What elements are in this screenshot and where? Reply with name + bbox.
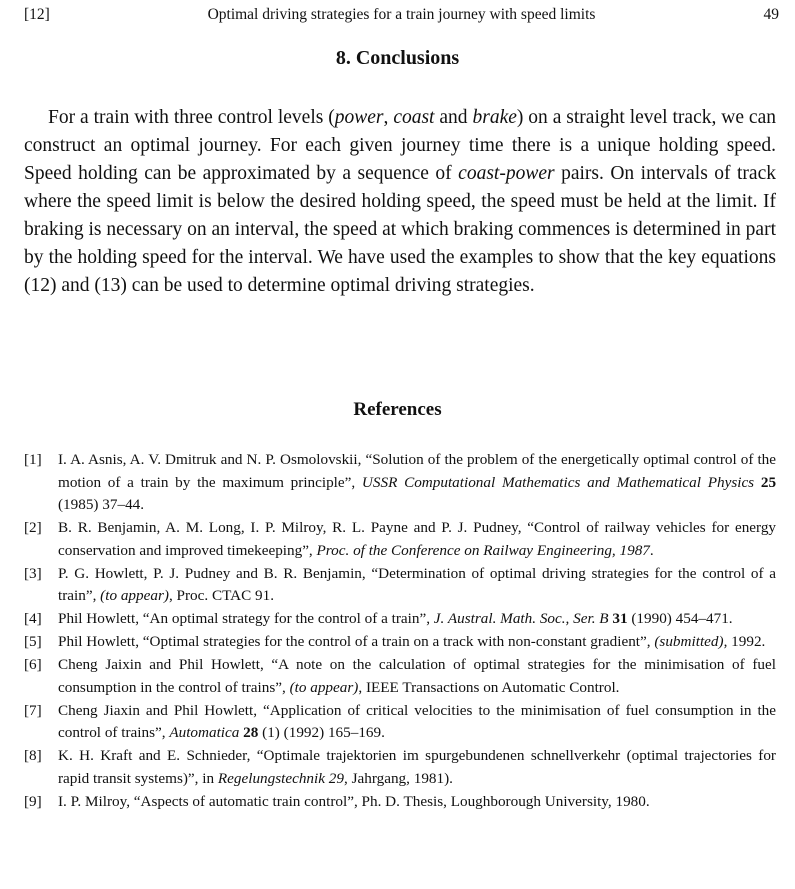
conclusion-text: For a train with three control levels (: [48, 107, 335, 128]
reference-item: [24, 517, 776, 562]
reference-number: [1]: [24, 451, 42, 468]
reference-italic: (submitted): [654, 633, 724, 650]
reference-text: (1) (1992) 165–169.: [258, 724, 385, 741]
reference-volume: 28: [243, 724, 259, 741]
reference-item: [24, 563, 776, 608]
page-number: 49: [763, 6, 779, 23]
reference-text: K. H. Kraft and E. Schnieder, “Optimale trajektorien im spurgebundenen schnellverkehr (optimal trajectories for rapid transit systems)”, in: [58, 747, 776, 787]
conclusion-italic: brake: [472, 107, 517, 128]
section-title: 8. Conclusions: [335, 47, 460, 69]
reference-text: Phil Howlett, “Optimal strategies for the control of a train on a track with non-constant gradient”,: [58, 633, 655, 650]
reference-number: [2]: [24, 519, 42, 536]
running-header: [24, 4, 779, 26]
header-reference-number: [12]: [24, 6, 50, 23]
reference-text: (1985) 37–44.: [58, 496, 145, 513]
conclusion-text: ) on a straight level track, we can construct an optimal journey. For each given journey time there is a unique holding speed. Speed holding can be approximated by a sequence of: [24, 107, 776, 184]
reference-text: P. G. Howlett, P. J. Pudney and B. R. Benjamin, “Determination of optimal driving strategies for the control of a train”,: [58, 564, 776, 604]
conclusion-text: ,: [383, 107, 394, 128]
references-heading: References: [353, 399, 442, 420]
reference-italic: Regelungstechnik 29: [217, 769, 344, 787]
reference-number: [7]: [24, 701, 42, 719]
reference-volume: 25: [760, 473, 777, 491]
reference-text: I. P. Milroy, “Aspects of automatic train control”, Ph. D. Thesis, Loughborough University, 1980.: [58, 792, 650, 810]
reference-item: [24, 745, 776, 790]
reference-text: .: [649, 541, 654, 559]
conclusion-text: pairs. On intervals of track where the speed limit is below the desired holding speed, the speed must be held at the limit. If braking is necessary on an interval, the speed at which braking commences is determined in part by the holding speed for the interval. We have used the examples to show that the key equations (12) and (13) can be used to determine optimal driving strategies.: [24, 163, 776, 296]
header-title: Optimal driving strategies for a train journey with speed limits: [207, 6, 596, 23]
reference-number: [6]: [24, 656, 42, 673]
conclusion-paragraph: [24, 104, 776, 300]
reference-text: I. A. Asnis, A. V. Dmitruk and N. P. Osmolovskii, “Solution of the problem of the energetically optimal control of the motion of a train by the maximum principle”,: [58, 451, 776, 491]
reference-italic: (to appear): [100, 587, 169, 604]
reference-number: [8]: [24, 747, 42, 764]
reference-italic: USSR Computational Mathematics and Mathematical Physics: [361, 473, 755, 491]
reference-number: [3]: [24, 564, 42, 582]
conclusion-italic: coast: [393, 107, 435, 128]
reference-italic: Automatica: [169, 724, 240, 741]
reference-list: [24, 449, 776, 814]
conclusion-italic: coast-power: [458, 163, 555, 184]
reference-text: [754, 474, 761, 491]
reference-text: , 1992.: [723, 633, 766, 650]
reference-volume: 31: [612, 610, 628, 627]
reference-item: [24, 791, 776, 814]
reference-number: [5]: [24, 633, 42, 650]
reference-italic: J. Austral. Math. Soc., Ser. B: [433, 610, 609, 627]
reference-text: (1990) 454–471.: [627, 610, 733, 627]
reference-text: , Jahrgang, 1981).: [343, 769, 453, 787]
reference-item: [24, 700, 776, 745]
reference-italic: (to appear): [289, 678, 359, 696]
conclusion-italic: power: [334, 107, 384, 128]
reference-number: [4]: [24, 610, 42, 627]
reference-item: [24, 449, 776, 517]
reference-text: Cheng Jaixin and Phil Howlett, “A note on the calculation of optimal strategies for the minimisation of fuel consumption in the control of trains”,: [58, 656, 776, 696]
reference-text: Cheng Jiaxin and Phil Howlett, “Application of critical velocities to the minimisation of fuel consumption in the control of trains”,: [58, 701, 776, 741]
reference-item: [24, 608, 776, 631]
reference-item: [24, 654, 776, 699]
reference-text: Phil Howlett, “An optimal strategy for the control of a train”,: [58, 610, 434, 627]
reference-text: , Proc. CTAC 91.: [168, 587, 275, 604]
conclusion-text: and: [434, 107, 473, 128]
reference-item: [24, 631, 776, 654]
reference-text: B. R. Benjamin, A. M. Long, I. P. Milroy, R. L. Payne and P. J. Pudney, “Control of railway vehicles for energy conservation and improved timekeeping”,: [58, 519, 776, 559]
reference-number: [9]: [24, 792, 42, 810]
reference-text: , IEEE Transactions on Automatic Control.: [358, 678, 620, 696]
reference-italic: Proc. of the Conference on Railway Engineering, 1987: [316, 541, 650, 559]
